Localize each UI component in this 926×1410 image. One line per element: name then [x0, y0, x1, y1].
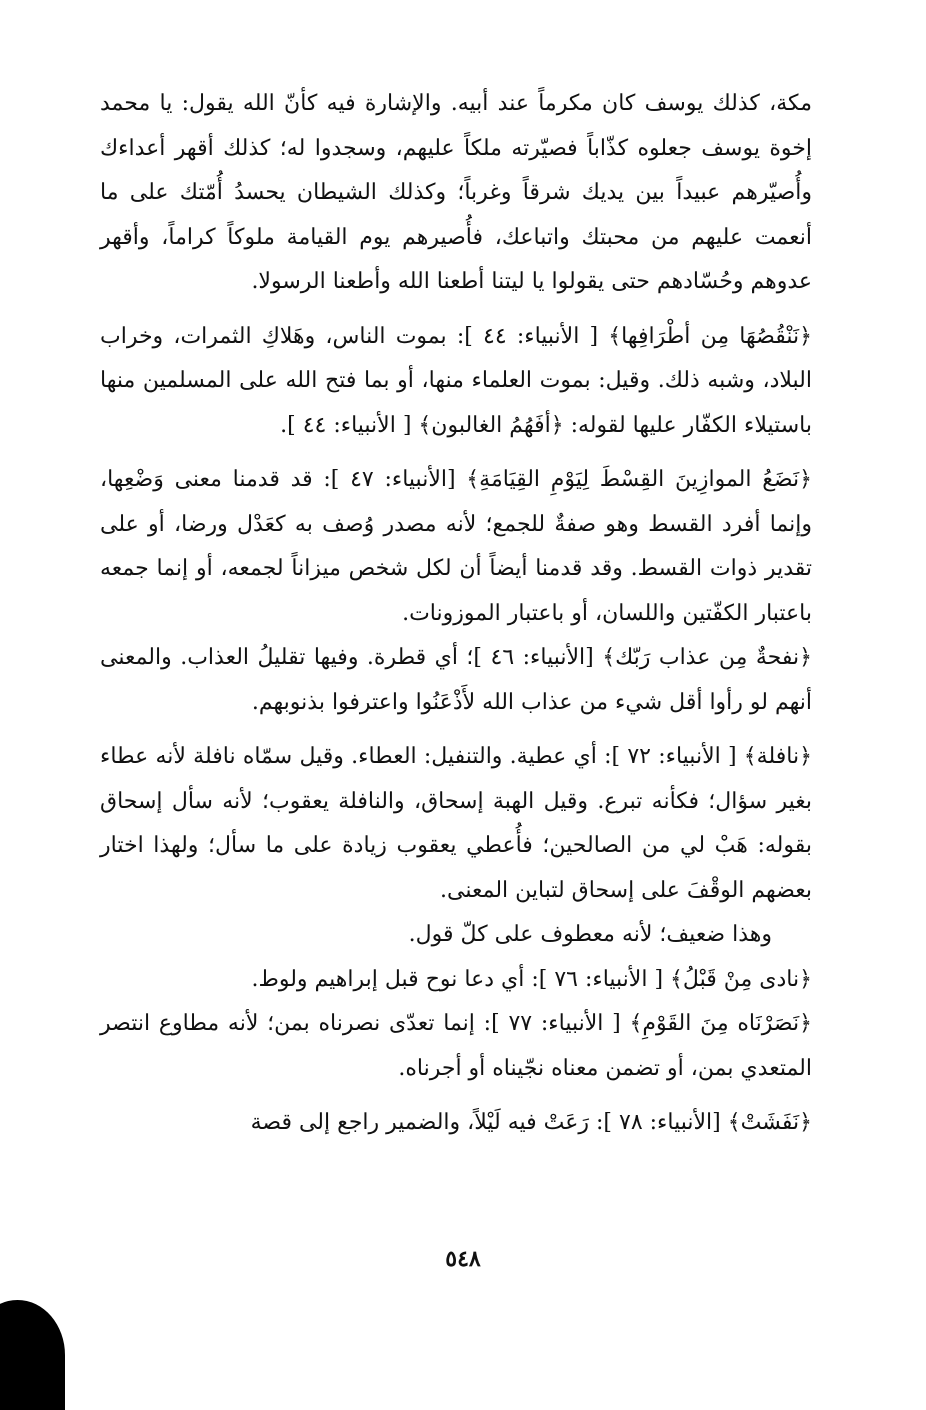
paragraph-nasarnah: ﴿نَصَرْنَاه مِنَ القَوْمِ﴾ [ الأنبياء: ٧٧ ]: إنما تعدّى نصرناه بمن؛ لأنه مطاوع انتصر المتعدي بمن، أو تضمن معناه نجّيناه أو أجرناه. — [100, 1011, 812, 1081]
paragraph-nafila: ﴿نافلة﴾ [ الأنبياء: ٧٢ ]: أي عطية. والتنفيل: العطاء. وقيل سمّاه نافلة لأنه عطاء بغير سؤال؛ فكأنه تبرع. وقيل الهبة إسحاق، والنافلة يعقوب؛ لأنه سأل إسحاق بقوله: هَبْ لي من الصالحين؛ فأُعطي يعقوب زيادة على ما سأل؛ ولهذا اختار بعضهم الوقْفَ على إسحاق لتباين المعنى. — [100, 744, 812, 903]
paragraph-nadau-al-mawazin: ﴿نَضَعُ الموازِينَ القِسْطَ لِيَوْمِ القِيَامَةِ﴾ [الأنبياء: ٤٧ ]: قد قدمنا معنى وَضْعِها، وإنما أفرد القسط وهو صفةٌ للجمع؛ لأنه مصدر وُصف به كعَدْل ورضا، أو على تقدير ذوات القسط. وقد قدمنا أيضاً أن لكل شخص ميزاناً لجمعه، أو إنما جمعه باعتبار الكفّتين واللسان، أو باعتبار الموزونات. — [100, 467, 813, 626]
paragraph-intro: مكة، كذلك يوسف كان مكرماً عند أبيه. والإشارة فيه كأنّ الله يقول: يا محمد إخوة يوسف جعلوه كذّاباً فصيّرته ملكاً عليهم، وسجدوا له؛ كذلك أقهر أعداءك وأُصيّرهم عبيداً بين يديك شرقاً وغرباً؛ وكذلك الشيطان يحسدُ أُمّتك على ما أنعمت عليهم من محبتك واتباعك، فأُصيرهم يوم القيامة ملوكاً كراماً، وأقهر عدوهم وحُسّادهم حتى يقولوا يا ليتنا أطعنا الله وأطعنا الرسولا. — [100, 91, 812, 294]
paragraph-nafha: ﴿نفحةٌ مِن عذاب رَبّك﴾ [الأنبياء: ٤٦ ]؛ أي قطرة. وفيها تقليلُ العذاب. والمعنى أنهم لو رأوا أقل شيء من عذاب الله لأَذْعَنُوا واعترفوا بذنوبهم. — [100, 645, 812, 715]
page-body-text — [100, 82, 812, 1146]
scan-corner-shadow — [0, 1300, 65, 1410]
paragraph-nafashat: ﴿نَفَشَتْ﴾ [الأنبياء: ٧٨ ]: رَعَتْ فيه لَيْلاً، والضمير راجع إلى قصة — [250, 1110, 812, 1135]
paragraph-weak-opinion: وهذا ضعيف؛ لأنه معطوف على كلّ قول. — [408, 922, 772, 947]
page-number: ٥٤٨ — [445, 1246, 481, 1272]
paragraph-nanqusuha: ﴿نَنْقُصُهَا مِن أطْرَافِها﴾ [ الأنبياء: ٤٤ ]: بموت الناس، وهَلاكِ الثمرات، وخراب البلاد، وشبه ذلك. وقيل: بموت العلماء منها، أو بما فتح الله على المسلمين منها باستيلاء الكفّار عليها لقوله: ﴿أفَهُمُ الغالبون﴾ [ الأنبياء: ٤٤ ]. — [100, 323, 812, 438]
paragraph-nada: ﴿نادى مِنْ قَبْلُ﴾ [ الأنبياء: ٧٦ ]: أي دعا نوح قبل إبراهيم ولوط. — [251, 966, 812, 992]
